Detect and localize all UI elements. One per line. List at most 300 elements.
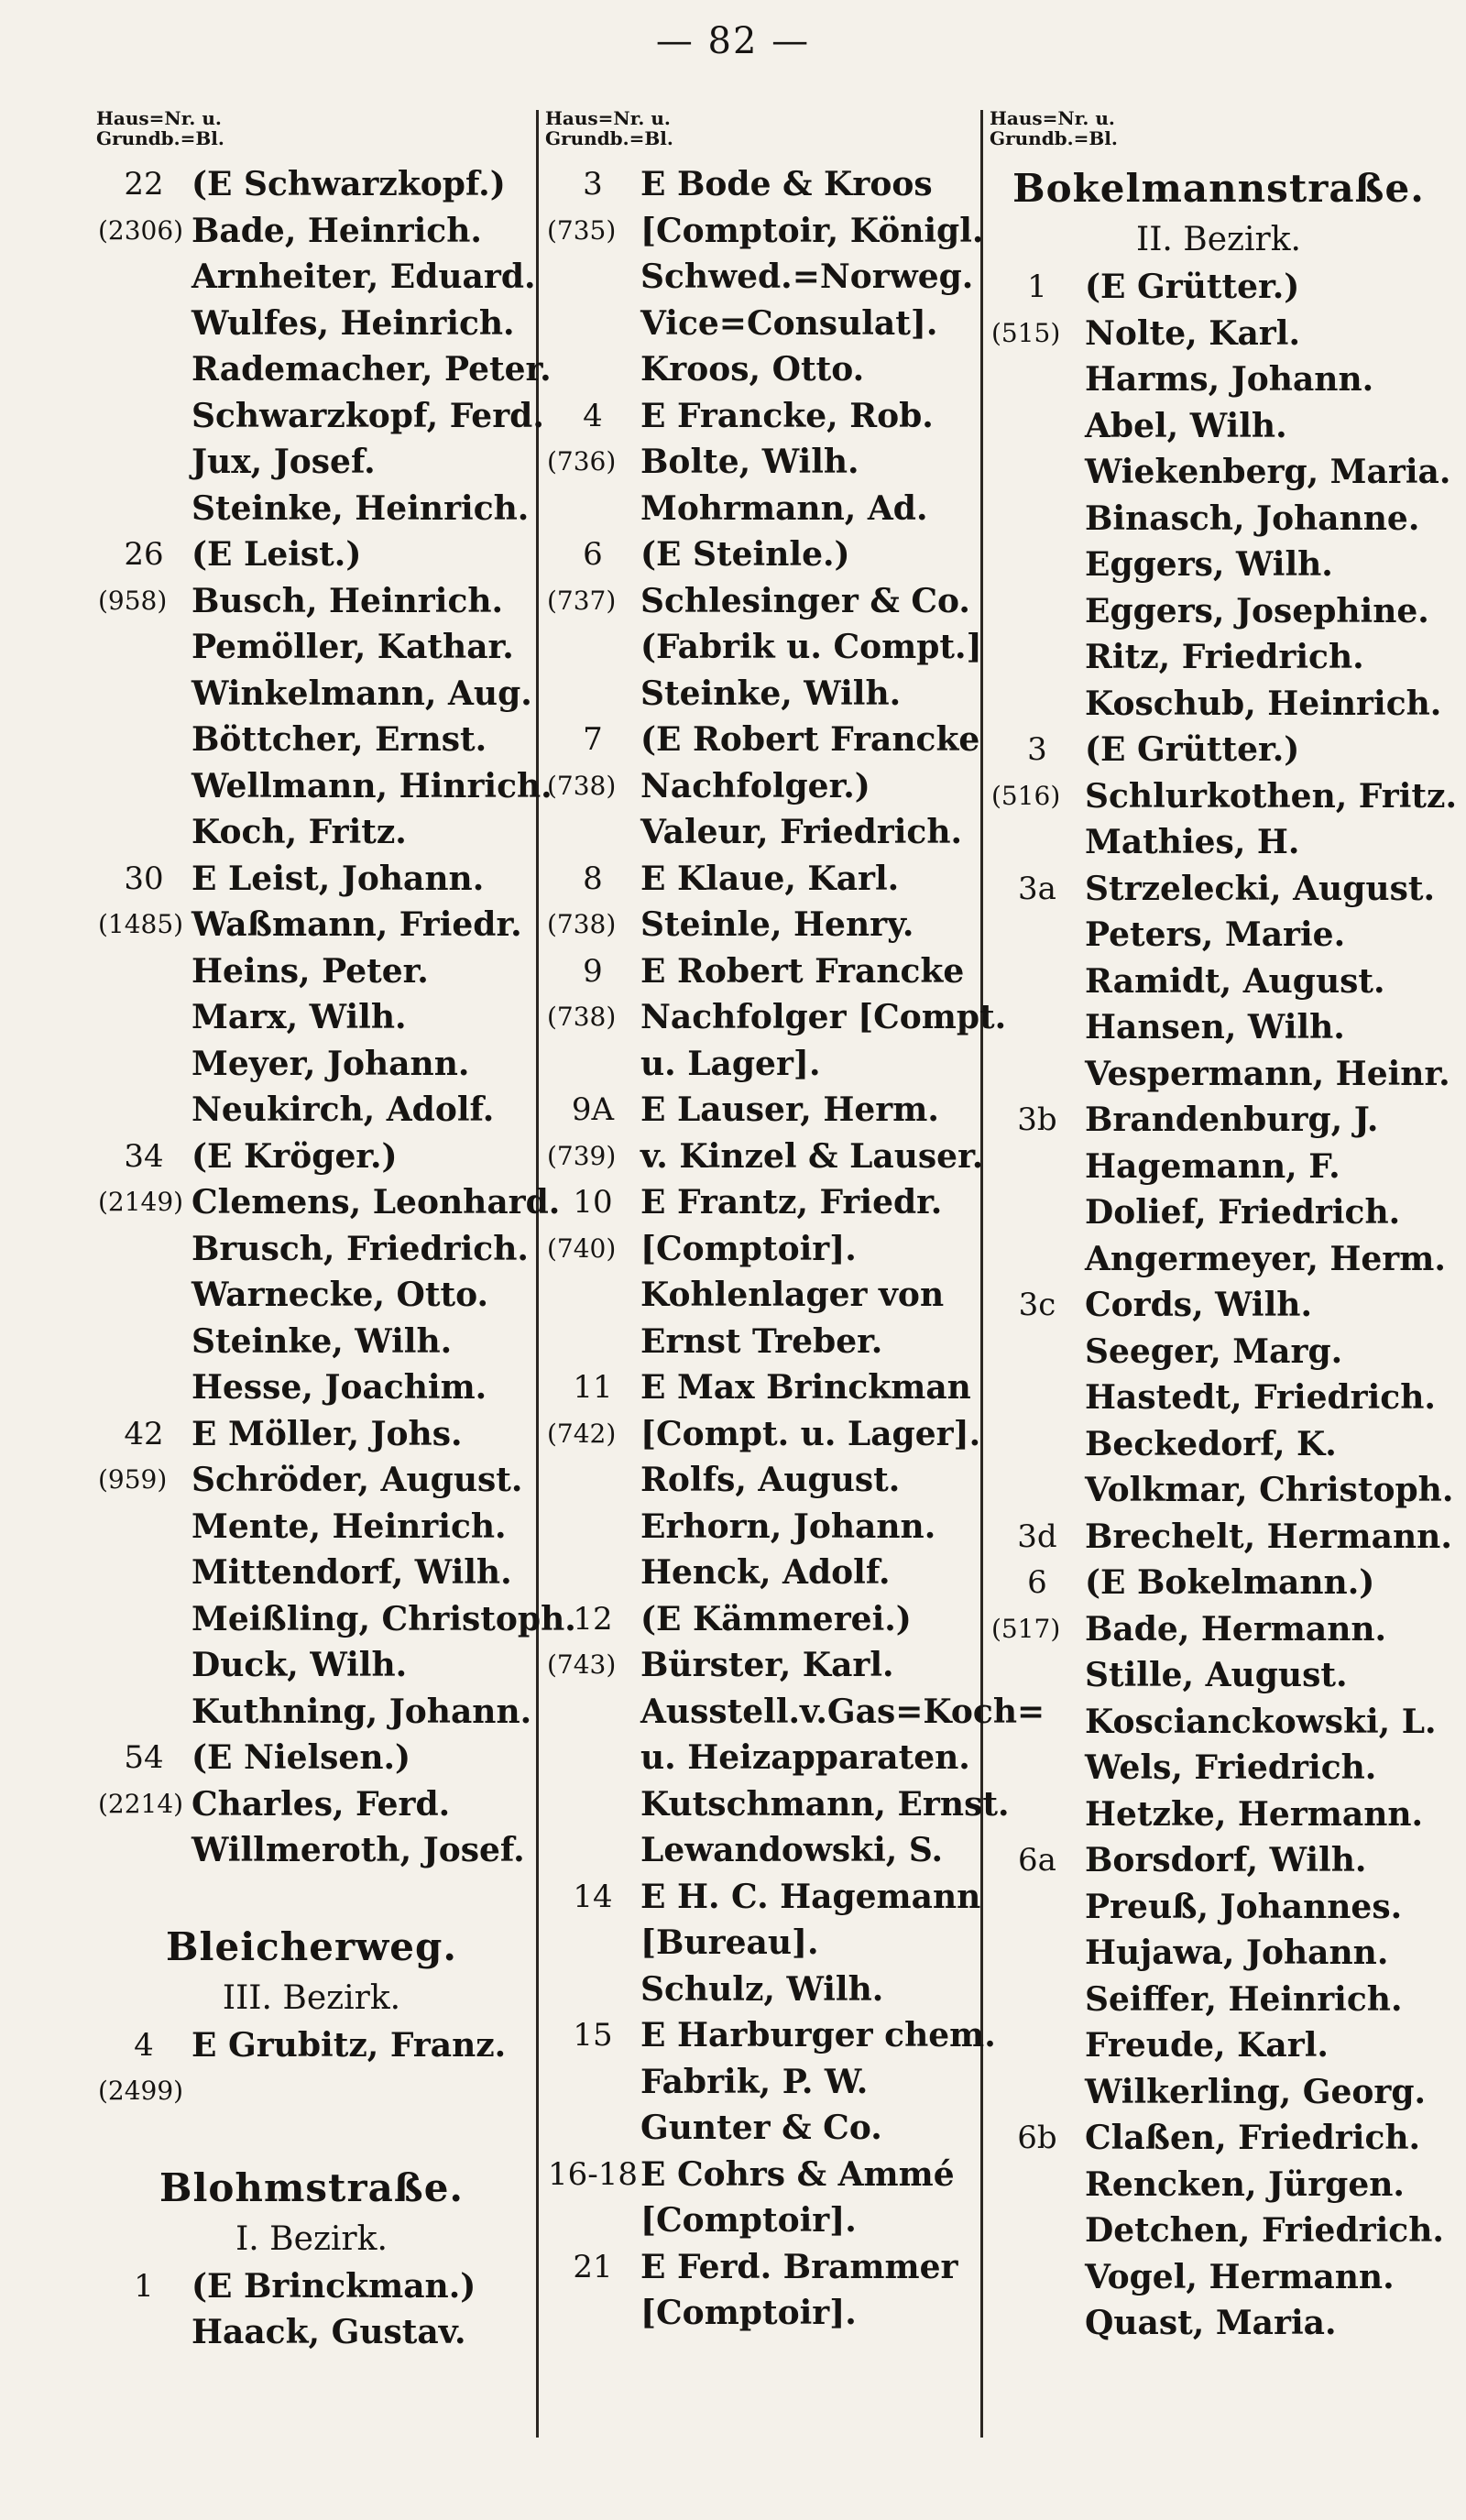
entry-text: Heins, Peter. [191,951,429,991]
directory-entry [545,1041,976,1088]
house-number: 1 [1027,268,1047,305]
directory-entry [545,1920,976,1967]
directory-entry [545,671,976,718]
directory-entry [990,1189,1448,1236]
house-number [990,1004,1085,1051]
entry-text: Hansen, Wilh. [1085,1008,1345,1046]
directory-entry [545,1457,976,1504]
house-number: 54 [124,1739,164,1776]
directory-entry [990,2069,1448,2116]
entry-text: Steinle, Henry. [640,905,914,944]
entry-text: Wulfes, Heinrich. [191,303,515,343]
house-number [990,2300,1085,2347]
entry-text: [Comptoir]. [640,1229,857,1268]
directory-entry [96,1134,527,1180]
entry-text: Vogel, Hermann. [1085,2257,1395,2296]
house-number: 3c [1018,1287,1056,1323]
entry-text: Schlurkothen, Fritz. [1085,776,1457,816]
house-number [990,1791,1085,1838]
entry-text: Haack, Gustav. [191,2313,466,2351]
house-number: 6 [1027,1564,1047,1601]
directory-entry [96,1596,576,1643]
entry-text: Stille, August. [1085,1656,1348,1694]
entry-text: Schlesinger & Co. [640,581,970,620]
house-number [96,671,191,718]
directory-entry [96,1087,527,1134]
house-number [990,912,1085,959]
house-number: 30 [124,860,164,897]
directory-entry [96,1457,527,1504]
entry-text: [Comptoir]. [640,2294,857,2332]
entry-text: Ausstell.v.Gas=Koch= [640,1692,1045,1731]
house-number [96,1364,191,1411]
house-number [545,486,640,532]
house-number: 4 [134,2026,154,2064]
entry-text: Bolte, Wilh. [640,443,859,481]
entry-text: Gunter & Co. [640,2109,882,2147]
house-number: (739) [547,1140,617,1171]
column-1 [96,107,576,2356]
directory-entry [96,578,527,625]
entry-text: Seeger, Marg. [1085,1331,1343,1371]
directory-entry [990,1652,1448,1699]
entry-list [96,2263,527,2356]
entry-text: (Fabrik u. Compt.] [640,628,982,666]
house-number [545,1781,640,1828]
entry-text: Bade, Heinrich. [191,211,482,250]
house-number: 7 [583,721,603,758]
directory-entry [96,439,527,486]
directory-entry [96,1179,561,1226]
house-number [990,1421,1085,1468]
directory-entry [990,1560,1448,1606]
entry-text: E Leist, Johann. [191,859,485,898]
house-number [990,356,1085,403]
house-number: 8 [583,860,603,897]
house-number [990,449,1085,496]
entry-text: Nachfolger [Compt. [640,998,1007,1036]
entry-text: [Bureau]. [640,1923,819,1962]
entry-text: [Compt. u. Lager]. [640,1414,981,1453]
entry-text: Mente, Heinrich. [191,1507,507,1546]
house-number: 6 [583,536,603,573]
directory-entry [96,486,530,532]
directory-entry [96,856,527,903]
entry-text: Rencken, Jürgen. [1085,2164,1405,2204]
house-number [545,809,640,856]
directory-entry [545,2152,976,2198]
directory-entry [96,1226,527,1273]
directory-entry [990,959,1448,1005]
house-number [990,403,1085,450]
house-number [545,1920,640,1967]
entry-text: E Frantz, Friedr. [640,1183,943,1222]
entry-text: Hesse, Joachim. [191,1368,487,1407]
house-number [96,1689,191,1736]
house-number [96,1827,191,1874]
directory-entry [96,1041,527,1088]
directory-entry [990,681,1448,728]
directory-entry [96,763,552,810]
house-number [545,2059,640,2106]
directory-entry [990,1837,1448,1884]
house-number: 3d [1017,1517,1057,1555]
house-number: (743) [547,1649,617,1680]
house-number [545,1735,640,1781]
entry-text: Hagemann, F. [1085,1146,1340,1186]
entry-text: Kutschmann, Ernst. [640,1784,1010,1824]
entry-text: Borsdorf, Wilh. [1085,1841,1367,1879]
house-number: (516) [991,780,1061,811]
house-number [990,2254,1085,2301]
entry-text: Peters, Marie. [1085,915,1346,954]
house-number [990,1699,1085,1746]
entry-text: Seiffer, Heinrich. [1085,1979,1403,2019]
house-number [545,624,640,671]
directory-entry [545,2197,976,2244]
entry-text: Freude, Karl. [1085,2026,1329,2065]
directory-entry [545,2105,976,2152]
house-number [96,1087,191,1134]
header-line: Grundb.=Bl. [545,127,673,149]
entry-text: Neukirch, Adolf. [191,1090,495,1129]
directory-entry [96,2309,527,2356]
entry-text: Abel, Wilh. [1085,406,1287,445]
directory-entry [990,1930,1448,1977]
house-number: (959) [98,1464,168,1495]
house-number [96,1226,191,1273]
entry-text: Charles, Ferd. [191,1784,451,1824]
entry-text: Hujawa, Johann. [1085,1934,1389,1972]
house-number [96,948,191,995]
directory-entry [96,1642,527,1689]
directory-entry [545,763,976,810]
directory-entry [545,1087,976,1134]
directory-entry [96,1827,527,1874]
house-number: 10 [573,1184,613,1221]
entry-text: Pemöller, Kathar. [191,628,514,666]
directory-entry [990,1004,1448,1051]
entry-text: Beckedorf, K. [1085,1424,1337,1463]
entry-text: (E Bokelmann.) [1085,1563,1375,1602]
directory-entry [990,1097,1448,1144]
house-number: (738) [547,909,617,939]
directory-entry [96,393,544,440]
column-3 [990,107,1457,2347]
entry-text: Hetzke, Hermann. [1085,1794,1424,1834]
entry-text: Clemens, Leonhard. [191,1183,561,1222]
directory-entry [545,1411,981,1458]
directory-entry [990,496,1448,542]
entry-text: Detchen, Friedrich. [1085,2211,1444,2250]
directory-entry [96,1411,527,1458]
house-number [96,717,191,763]
directory-entry [990,1236,1448,1283]
entry-text: (E Brinckman.) [191,2266,476,2306]
column-header [96,108,527,161]
district-label: II. Bezirk. [1135,221,1302,258]
house-number: (735) [547,214,617,246]
directory-entry [96,254,536,301]
entry-text: (E Nielsen.) [191,1738,411,1777]
house-number: 22 [124,166,164,203]
directory-entry [545,161,976,208]
directory-entry [545,994,1007,1041]
directory-entry [545,1781,1010,1828]
house-number [96,994,191,1041]
entry-text: Fabrik, P. W. [640,2062,869,2101]
entry-text: Brandenburg, J. [1085,1101,1379,1139]
house-number [96,439,191,486]
house-number [990,1189,1085,1236]
house-number [990,2162,1085,2208]
entry-text: Vice=Consulat]. [640,303,938,343]
directory-entry [96,1364,527,1411]
directory-entry [990,1699,1448,1746]
directory-entry [96,1550,527,1596]
house-number [990,681,1085,728]
house-number: (737) [547,585,617,616]
entry-text: Meyer, Johann. [191,1044,470,1083]
column-header [990,108,1448,161]
house-number [545,1504,640,1550]
entry-text: Brechelt, Hermann. [1085,1517,1452,1556]
entry-text: E Cohrs & Ammé [640,2154,955,2194]
house-number: (738) [547,1002,617,1032]
house-number [96,1272,191,1319]
house-number [96,486,191,532]
entry-text: Quast, Maria. [1085,2304,1337,2342]
entry-text: Ernst Treber. [640,1321,883,1361]
directory-entry [96,1689,532,1736]
house-number [990,1051,1085,1098]
entry-text: Wilkerling, Georg. [1085,2072,1427,2111]
house-number [96,393,191,440]
directory-entry [990,1977,1448,2023]
directory-entry [96,948,527,995]
district-label: I. Bezirk. [235,2219,388,2258]
house-number: (1485) [98,909,184,939]
house-number [96,1504,191,1550]
entry-text: Schwarzkopf, Ferd. [191,396,544,435]
house-number [545,1827,640,1874]
entry-text: Hastedt, Friedrich. [1085,1378,1436,1417]
entry-text: Strzelecki, August. [1085,869,1436,908]
directory-entry [545,1179,976,1226]
directory-entry [96,902,527,948]
house-number: 14 [573,1878,613,1915]
house-number [990,959,1085,1005]
entry-text: Koschub, Heinrich. [1085,684,1442,723]
entry-text: Bade, Hermann. [1085,1609,1387,1649]
house-number [96,763,191,810]
directory-entry [545,809,976,856]
directory-entry [545,531,976,578]
house-number: 15 [573,2017,613,2054]
directory-entry [545,856,976,903]
entry-text: (E Grütter.) [1085,730,1300,769]
house-number: 6b [1017,2120,1057,2156]
entry-text: Steinke, Wilh. [640,674,902,713]
entry-text: Böttcher, Ernst. [191,720,487,759]
entry-text: Wels, Friedrich. [1085,1748,1377,1787]
directory-entry [96,671,532,718]
house-number [990,1144,1085,1190]
directory-entry [545,1550,976,1596]
entry-text: Schulz, Wilh. [640,1969,884,2009]
house-number: 34 [124,1137,164,1175]
directory-entry [545,208,984,255]
directory-entry [990,773,1457,820]
entry-text: Mittendorf, Wilh. [191,1553,512,1592]
entry-text: Meißling, Christoph. [191,1599,576,1638]
directory-entry [96,717,527,763]
house-number [545,1967,640,2013]
district-label: III. Bezirk. [222,1978,401,2017]
entry-text: Mohrmann, Ad. [640,488,928,528]
house-number [545,1550,640,1596]
directory-entry [545,1967,976,2013]
directory-entry [990,264,1448,311]
entry-text: (E Grütter.) [1085,268,1300,306]
house-number: 3b [1017,1101,1057,1138]
directory-entry [545,1364,976,1411]
directory-entry [990,1514,1452,1561]
directory-entry [545,254,976,301]
entry-text: Ramidt, August. [1085,961,1385,1001]
entry-text: Preuß, Johannes. [1085,1887,1403,1926]
header-line: Haus=Nr. u. [990,107,1115,129]
street-heading: Bleicherweg. [166,1923,457,1969]
directory-entry [545,1735,976,1781]
entry-text: Duck, Wilh. [191,1646,408,1684]
entry-text: Koscianckowski, L. [1085,1702,1437,1741]
entry-text: Vespermann, Heinr. [1085,1054,1450,1093]
entry-text: u. Lager]. [640,1044,821,1083]
house-number: (2306) [98,214,184,246]
directory-entry [990,819,1448,866]
entry-text: (E Kröger.) [191,1136,398,1176]
directory-entry [545,902,976,948]
house-number [990,1884,1085,1931]
house-number [96,1596,191,1643]
directory-entry [545,624,982,671]
house-number: 9 [583,952,603,990]
directory-entry [96,1319,527,1365]
directory-entry [990,1144,1448,1190]
directory-entry [545,1134,984,1180]
house-number [545,1319,640,1365]
column-header [545,108,976,161]
directory-entry [990,1375,1448,1421]
entry-text: Claßen, Friedrich. [1085,2119,1421,2157]
directory-entry [545,578,976,625]
directory-entry [545,1272,976,1319]
house-number: 3a [1018,870,1056,907]
directory-entry [990,2208,1448,2254]
entry-list [96,2022,527,2115]
house-number [990,2208,1085,2254]
directory-entry [990,1329,1448,1375]
house-number [990,542,1085,588]
entry-text: Kuthning, Johann. [191,1692,532,1731]
entry-text: E H. C. Hagemann [640,1877,981,1916]
entry-text: Winkelmann, Aug. [191,674,532,713]
directory-entry [545,2012,996,2059]
entry-text: Eggers, Josephine. [1085,591,1429,630]
entry-text: Cords, Wilh. [1085,1286,1312,1324]
directory-entry [990,542,1448,588]
entry-text: E Lauser, Herm. [640,1090,939,1129]
page-number: — 82 — [655,20,811,62]
house-number: 26 [124,536,164,573]
house-number: (517) [991,1613,1061,1644]
entry-text: E Max Brinckman [640,1368,971,1407]
house-number [545,671,640,718]
directory-entry [990,1606,1448,1653]
directory-entry [990,912,1448,959]
directory-entry [990,311,1448,357]
directory-entry [96,161,527,208]
house-number: 3 [1027,731,1047,768]
house-number [545,254,640,301]
entry-text: (E Steinle.) [640,535,850,574]
directory-entry [990,588,1448,635]
directory-entry [96,1504,527,1550]
house-number [96,346,191,393]
entry-text: Nachfolger.) [640,766,870,805]
house-number [96,624,191,671]
directory-entry [990,356,1448,403]
house-number [990,634,1085,681]
directory-entry [96,346,552,393]
directory-entry [96,531,527,578]
entry-text: Volkmar, Christoph. [1085,1471,1454,1509]
entry-text: Angermeyer, Herm. [1085,1239,1446,1278]
entry-text: Eggers, Wilh. [1085,545,1333,584]
header-line: Grundb.=Bl. [96,127,224,149]
house-number [990,496,1085,542]
house-number [545,1689,640,1736]
house-number [990,1652,1085,1699]
directory-entry [545,1874,981,1921]
entry-text: Waßmann, Friedr. [191,905,522,944]
directory-entry [545,1319,976,1365]
entry-text: u. Heizapparaten. [640,1738,970,1777]
directory-entry [990,2162,1448,2208]
house-number [990,2069,1085,2116]
entry-text: E Grubitz, Franz. [191,2025,507,2065]
directory-entry [990,866,1448,913]
entry-text: E Klaue, Karl. [640,859,900,898]
entry-text: Arnheiter, Eduard. [191,257,536,296]
entry-text: Erhorn, Johann. [640,1507,936,1546]
house-number: 4 [583,397,603,434]
house-number: (2214) [98,1788,184,1819]
directory-entry [990,1884,1448,1931]
house-number [96,1550,191,1596]
directory-entry [990,1791,1448,1838]
entry-text: E Bode & Kroos [640,165,933,203]
directory-entry [545,1642,976,1689]
house-number: (2499) [98,2076,184,2106]
house-number [990,588,1085,635]
entry-text: Wellmann, Hinrich. [191,766,552,805]
house-number [545,1041,640,1088]
column-divider [536,110,539,2438]
directory-entry [96,301,527,347]
entry-text: Rademacher, Peter. [191,350,552,389]
